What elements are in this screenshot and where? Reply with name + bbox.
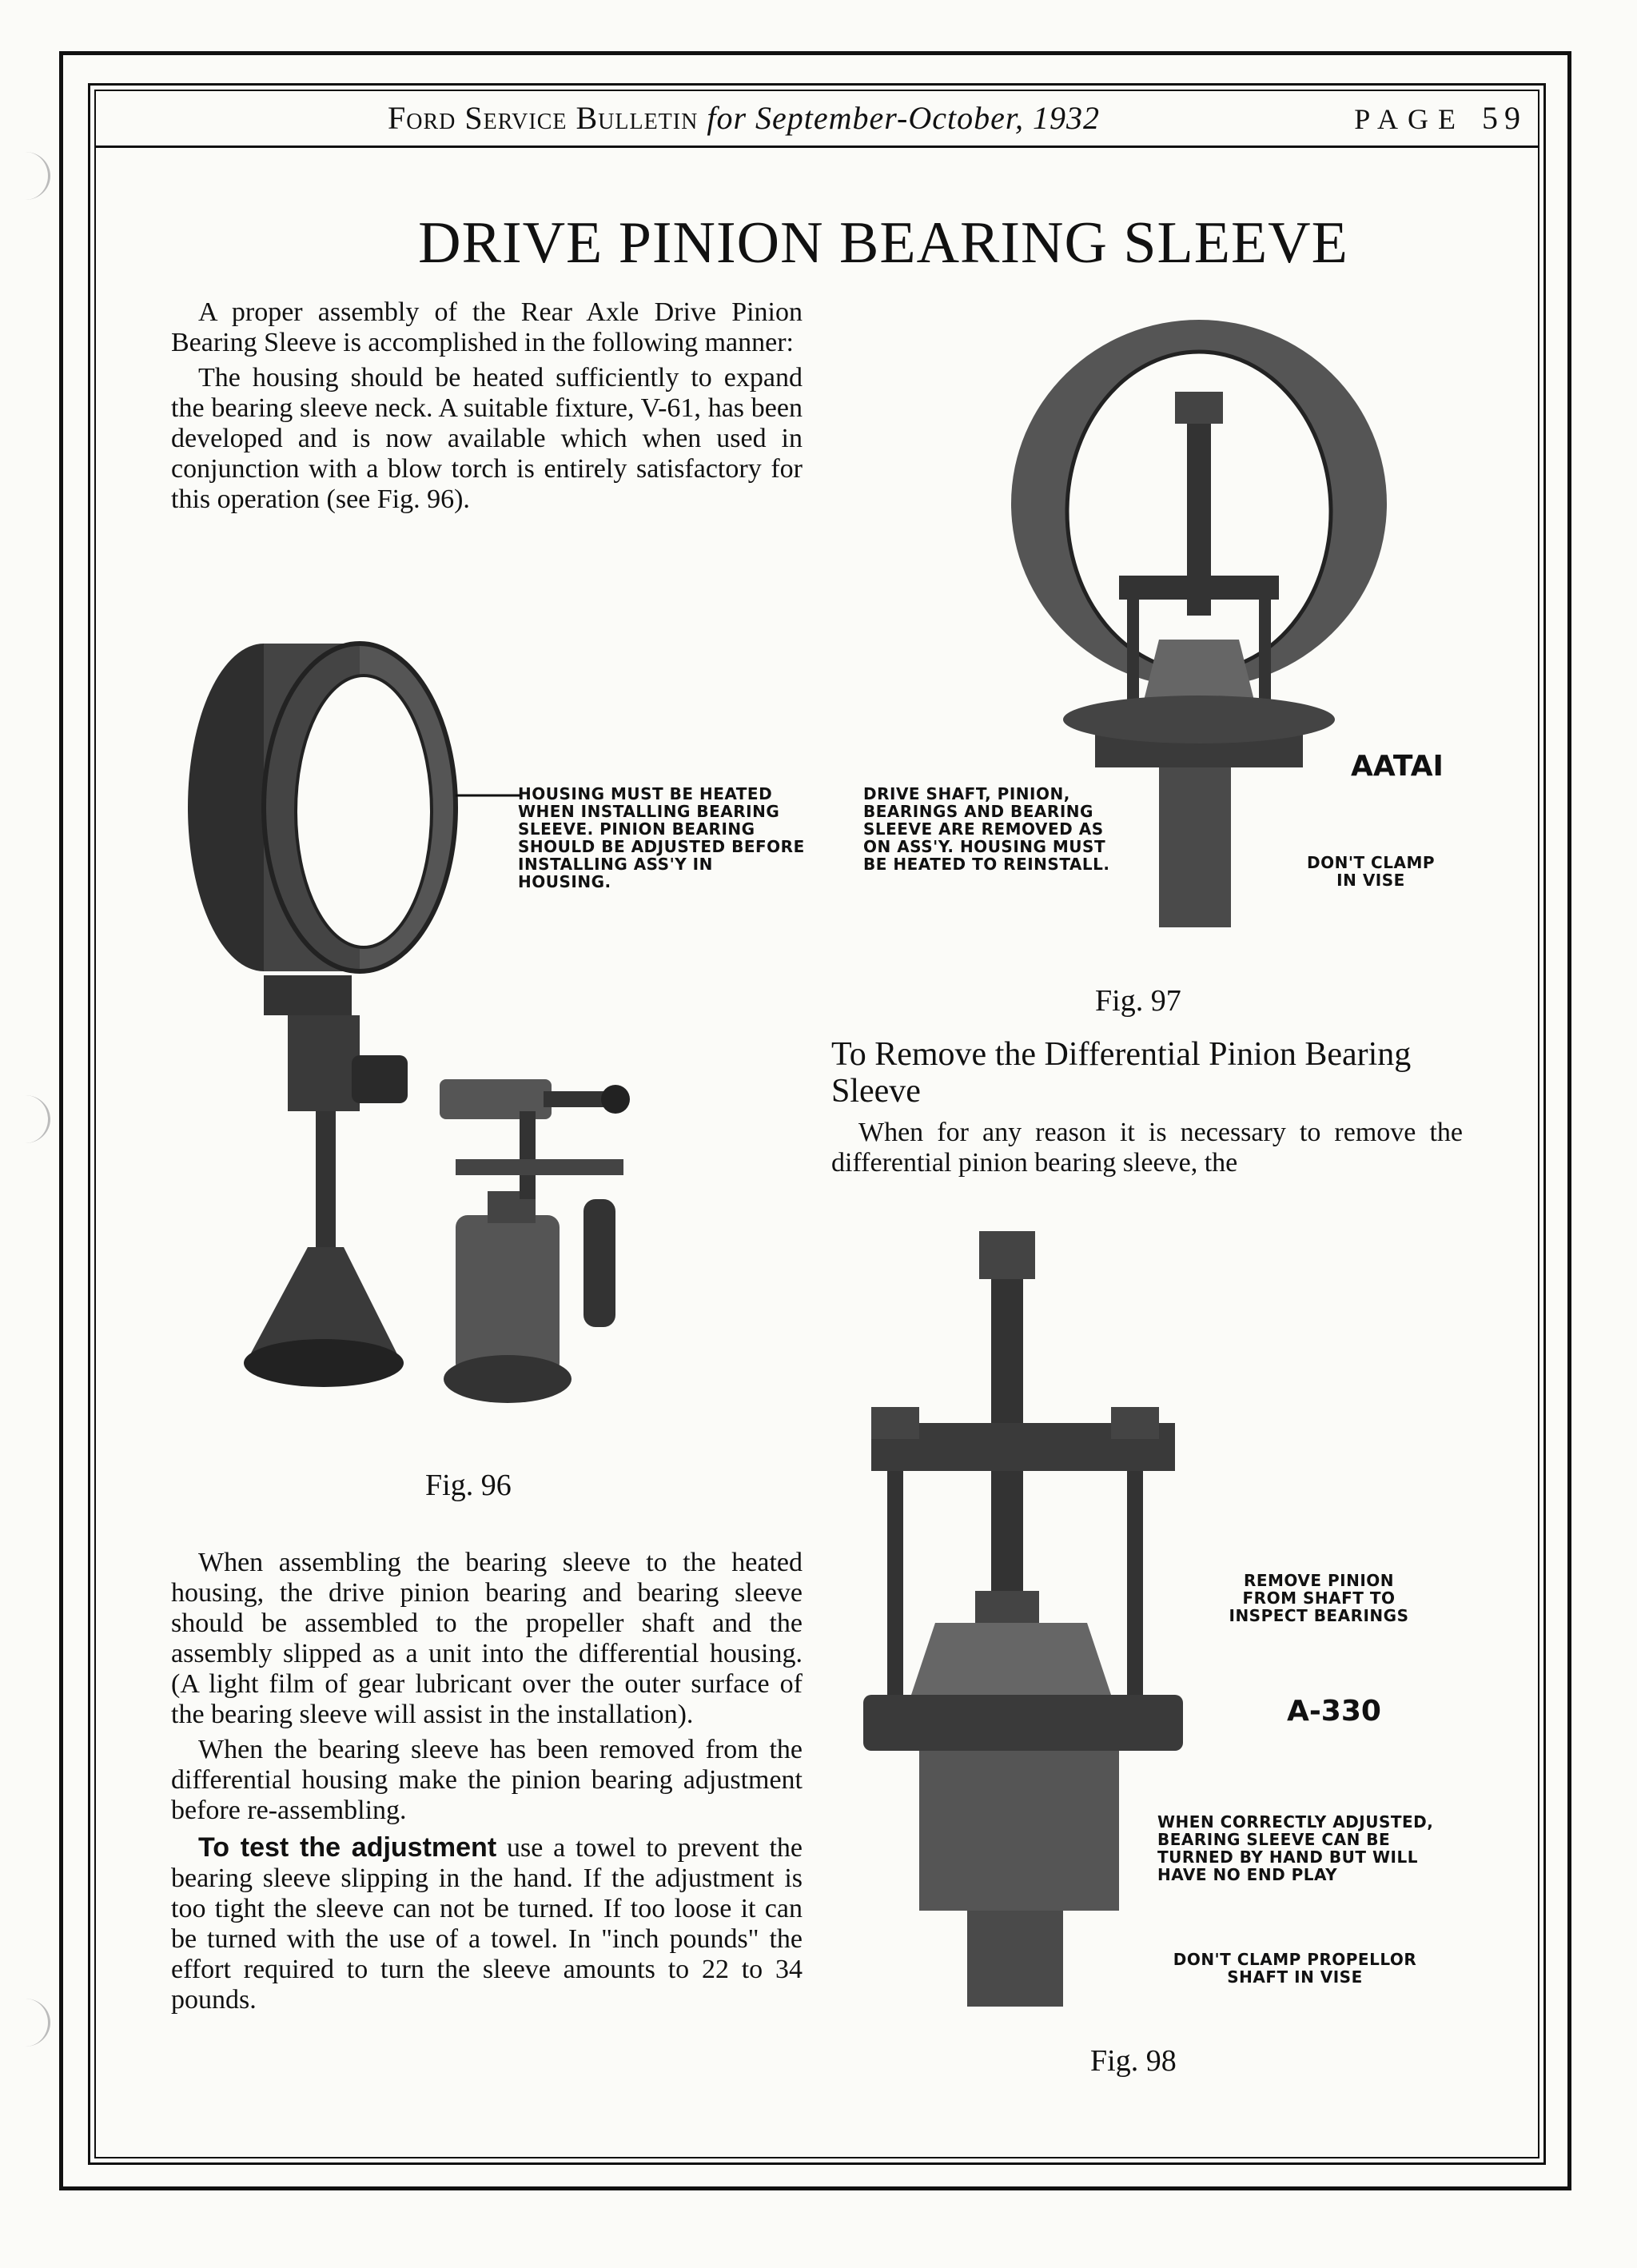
fig-98-label-vise: DON'T CLAMP PROPELLOR SHAFT IN VISE <box>1173 1950 1417 1987</box>
remove-paragraph: When for any reason it is necessary to remove the differential pinion bearing sleeve, the <box>831 1118 1463 1178</box>
pinion-gear <box>1143 640 1255 704</box>
pinion-gear <box>911 1623 1111 1695</box>
intro-paragraph-2: The housing should be heated sufficiently to expand the bearing sleeve neck. A suitable fixture, V-61, has been developed and is now available which when used in conjunction with a blow torch is entirely satisfactory for this operation (see Fig. 96). <box>171 363 803 514</box>
intro-text <box>171 297 803 515</box>
stand-post <box>316 1111 336 1247</box>
propeller-shaft <box>967 1911 1063 2007</box>
fig-96-label: HOUSING MUST BE HEATED WHEN INSTALLING BEARING SLEEVE. PINION BEARING SHOULD BE ADJUSTED BEFORE INSTALLING ASS'Y IN HOUSING. <box>518 784 805 891</box>
remove-section-heading: To Remove the Differential Pinion Bearing Sleeve <box>831 1036 1412 1110</box>
test-adjustment-text: use a towel to prevent the bearing sleeve slipping in the hand. If the adjustment is too tight the sleeve can not be turned. If too loose it can be turned with the use of a towel. In "inch pounds" the effort required to turn the sleeve amounts to 22 to 34 pounds. <box>171 1833 803 2015</box>
remove-section-text <box>831 1118 1463 1178</box>
fig-96-caption: Fig. 96 <box>425 1469 512 1502</box>
bearing-sleeve <box>919 1751 1119 1911</box>
bulletin-name: Ford Service Bulletin <box>388 100 699 136</box>
page-word: PAGE <box>1354 103 1465 135</box>
page-title: DRIVE PINION BEARING SLEEVE <box>418 210 1348 276</box>
housing-flange <box>863 1695 1183 1751</box>
fig-98-illustration <box>855 1223 1207 2015</box>
housing-neck <box>264 975 352 1015</box>
assembly-paragraph-1: When assembling the bearing sleeve to the heated housing, the drive pinion bearing and bearing sleeve should be assembled to the propeller shaft and the assembly slipped as a unit into the differential housing. (A light film of gear lubricant over the outer surface of the bearing sleeve will assist in the installation). <box>171 1548 803 1729</box>
binder-hole-bottom <box>0 1999 50 2047</box>
fig-96-illustration <box>168 640 823 1447</box>
assembly-paragraph-2: When the bearing sleeve has been removed from the differential housing make the pinion bearing adjustment before re-assembling. <box>171 1735 803 1825</box>
fig-97-caption: Fig. 97 <box>1095 984 1181 1018</box>
page-number <box>1354 99 1527 137</box>
fig-98-label-pinion: REMOVE PINION FROM SHAFT TO INSPECT BEARINGS <box>1229 1571 1409 1625</box>
page-num: 59 <box>1482 100 1527 136</box>
test-adjustment-lead: To test the adjustment <box>198 1832 497 1863</box>
puller-bridge <box>1119 576 1279 600</box>
binder-hole-middle <box>0 1095 50 1143</box>
vise-shaft <box>1159 767 1231 927</box>
fig-98-caption: Fig. 98 <box>1090 2044 1177 2078</box>
bulletin-title <box>388 99 1100 137</box>
assembly-paragraph-3 <box>171 1832 803 2015</box>
intro-paragraph-1: A proper assembly of the Rear Axle Drive Pinion Bearing Sleeve is accomplished in the following manner: <box>171 297 803 357</box>
assembly-text <box>171 1548 803 2015</box>
torch-handle <box>584 1199 615 1327</box>
fig-97-tool-number: AATAI <box>1351 750 1444 783</box>
running-header <box>104 94 1527 142</box>
puller-screw-head <box>979 1231 1035 1279</box>
header-rule <box>94 145 1539 148</box>
fig-97-label-vise: DON'T CLAMP IN VISE <box>1306 853 1436 890</box>
fig-98-label-adjust: WHEN CORRECTLY ADJUSTED, BEARING SLEEVE CAN BE TURNED BY HAND BUT WILL HAVE NO END PLAY <box>1157 1812 1434 1884</box>
torch-tank <box>456 1215 560 1375</box>
fig-97-label-left: DRIVE SHAFT, PINION, BEARINGS AND BEARING SLEEVE ARE REMOVED AS ON ASS'Y. HOUSING MUST BE HEATED TO REINSTALL. <box>863 784 1110 874</box>
binder-hole-top <box>0 152 50 200</box>
fig-98-tool-number: A-330 <box>1287 1695 1381 1728</box>
bulletin-issue: for September-October, 1932 <box>707 100 1101 136</box>
